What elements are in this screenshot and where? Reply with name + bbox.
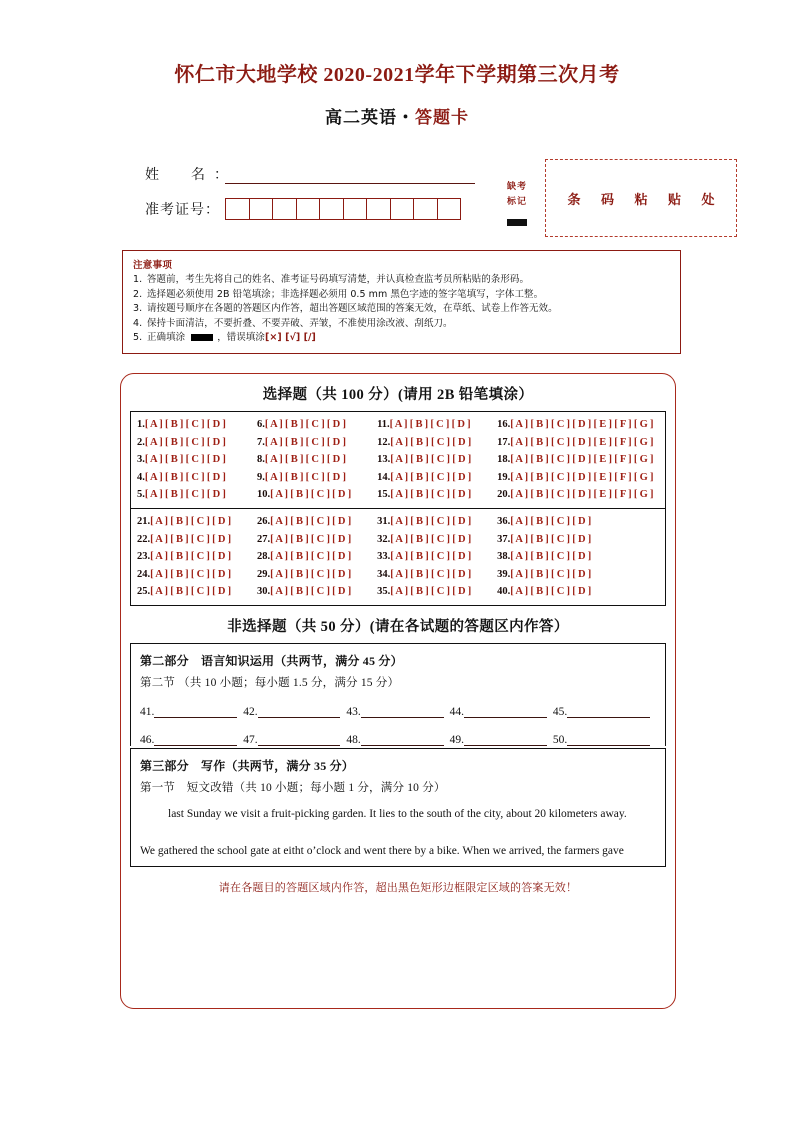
option-bubbles[interactable]: [ A ] [ B ] [ C ] [ D ] [510, 551, 592, 563]
option-bubbles[interactable]: [ A ] [ B ] [ C ] [ D ] [390, 515, 472, 527]
part3-answer-area [130, 748, 666, 867]
mc-row[interactable] [137, 566, 249, 584]
exam-id-digit-box[interactable] [226, 199, 250, 219]
option-bubbles[interactable]: [ A ] [ B ] [ C ] [ D ] [390, 471, 472, 483]
notice-title: 注意事项 [133, 260, 173, 271]
option-bubbles[interactable]: [ A ] [ B ] [ C ] [ D ] [390, 533, 472, 545]
question-number: 11. [377, 419, 390, 430]
mc-row[interactable] [257, 513, 369, 531]
blank-number: 42. [243, 705, 258, 718]
exam-id-digit-box[interactable] [273, 199, 297, 219]
question-number: 38. [497, 551, 511, 563]
option-bubbles[interactable]: [ A ] [ B ] [ C ] [ D ] [264, 419, 346, 430]
exam-id-boxes[interactable] [225, 198, 461, 220]
notice-item [133, 273, 672, 288]
option-bubbles[interactable]: [ A ] [ B ] [ C ] [ D ] [390, 436, 472, 448]
option-bubbles[interactable]: [ A ] [ B ] [ C ] [ D ] [ E ] [ F ] [ G ] [510, 436, 654, 448]
mc-row[interactable] [257, 583, 369, 601]
notice-item-fill-examples [133, 331, 672, 346]
absent-marker-label-line1: 缺考 [506, 182, 527, 192]
question-number: 23. [137, 551, 151, 563]
question-number: 33. [377, 551, 391, 563]
option-bubbles[interactable]: [ A ] [ B ] [ C ] [ D ] [144, 436, 226, 448]
mc-row[interactable] [257, 566, 369, 584]
option-bubbles[interactable]: [ A ] [ B ] [ C ] [ D ] [144, 471, 226, 483]
mc-row[interactable] [377, 434, 489, 452]
mc-row[interactable] [377, 451, 489, 469]
exam-id-digit-box[interactable] [297, 199, 321, 219]
option-bubbles[interactable]: [ A ] [ B ] [ C ] [ D ] [264, 454, 346, 466]
mc-row[interactable] [377, 531, 489, 549]
mc-row[interactable] [497, 486, 663, 504]
mc-row[interactable] [257, 531, 369, 549]
question-number: 4. [137, 471, 145, 483]
mc-row[interactable] [377, 548, 489, 566]
option-bubbles[interactable]: [ A ] [ B ] [ C ] [ D ] [264, 471, 346, 483]
option-bubbles[interactable]: [ A ] [ B ] [ C ] [ D ] [150, 551, 231, 563]
question-number: 3. [137, 454, 145, 466]
essay-line[interactable]: last Sunday we visit a fruit-picking garden. It lies to the south of the city, about 20 kilometers away. [168, 807, 627, 820]
mc-row[interactable] [137, 434, 249, 452]
notice-item-number: 4. [133, 317, 143, 329]
question-number: 14. [377, 471, 391, 483]
essay-line[interactable]: We gathered the school gate at eitht o’clock and went there by a bike. When we arrived, the farmers gave [140, 844, 624, 857]
mc-row[interactable] [257, 469, 369, 487]
question-number: 7. [257, 436, 265, 448]
option-bubbles[interactable]: [ A ] [ B ] [ C ] [ D ] [264, 436, 346, 448]
mc-row[interactable] [137, 486, 249, 504]
mc-row[interactable] [137, 513, 249, 531]
mc-row[interactable] [497, 531, 663, 549]
exam-id-digit-box[interactable] [438, 199, 462, 219]
mc-row[interactable] [497, 513, 663, 531]
option-bubbles[interactable]: [ A ] [ B ] [ C ] [ D ] [144, 419, 226, 430]
mc-row[interactable] [377, 469, 489, 487]
mc-row[interactable] [137, 469, 249, 487]
mc-column [251, 513, 371, 601]
mc-block-1-20 [131, 412, 665, 508]
option-bubbles[interactable]: [ A ] [ B ] [ C ] [ D ] [270, 586, 352, 598]
question-number: 29. [257, 568, 271, 580]
option-bubbles[interactable]: [ A ] [ B ] [ C ] [ D ] [270, 515, 352, 527]
question-number: 40. [497, 586, 511, 598]
question-number: 8. [257, 454, 265, 466]
exam-id-digit-box[interactable] [344, 199, 368, 219]
exam-id-digit-box[interactable] [391, 199, 415, 219]
blank-line[interactable] [154, 732, 237, 746]
mc-row[interactable] [137, 548, 249, 566]
blank-item[interactable] [140, 732, 243, 746]
question-number: 31. [377, 515, 391, 527]
mc-row[interactable] [137, 583, 249, 601]
question-number: 6. [257, 419, 265, 430]
question-number: 10. [257, 489, 271, 501]
name-label: 姓 名： [145, 167, 237, 183]
blank-number: 44. [449, 705, 464, 718]
blank-number: 50. [552, 733, 568, 746]
mc-row[interactable] [257, 416, 369, 434]
wrong-fill-label: ，错误填涂 [217, 332, 265, 344]
question-number: 27. [257, 533, 271, 545]
option-bubbles[interactable]: [ A ] [ B ] [ C ] [ D ] [510, 568, 592, 580]
absent-marker [497, 180, 537, 226]
blank-item[interactable] [243, 732, 346, 746]
barcode-paste-label: 条 码 粘 贴 处 [567, 192, 723, 208]
question-number: 22. [137, 533, 151, 545]
option-bubbles[interactable]: [ A ] [ B ] [ C ] [ D ] [150, 568, 231, 580]
question-number: 18. [497, 454, 511, 466]
wrong-fill-marks: [×] [√] [/] [264, 332, 316, 344]
absent-marker-label-line2: 标记 [506, 197, 527, 207]
absent-marker-bubble[interactable] [507, 219, 527, 226]
question-number: 36. [497, 515, 511, 527]
option-bubbles[interactable]: [ A ] [ B ] [ C ] [ D ] [389, 419, 471, 430]
option-bubbles[interactable]: [ A ] [ B ] [ C ] [ D ] [144, 489, 226, 501]
blank-line[interactable] [258, 704, 341, 718]
question-number: 19. [497, 471, 511, 483]
question-number: 20. [497, 489, 511, 501]
blanks-row-41-45 [140, 704, 656, 718]
exam-id-row [145, 198, 475, 220]
multiple-choice-grid [130, 411, 666, 606]
mc-column [131, 513, 251, 601]
blank-number: 45. [552, 705, 568, 718]
blanks-row-46-50 [140, 732, 656, 746]
part3-title: 第三部分 写作（共两节，满分 35 分） [140, 758, 355, 773]
option-bubbles[interactable]: [ A ] [ B ] [ C ] [ D ] [270, 533, 352, 545]
answer-card [120, 373, 676, 1009]
subtitle-subject: 高二英语・ [325, 108, 415, 127]
blank-item[interactable] [140, 704, 243, 718]
mc-row[interactable] [257, 434, 369, 452]
correct-fill-swatch-icon [191, 334, 213, 341]
question-number: 35. [377, 586, 391, 598]
blank-number: 48. [346, 733, 361, 746]
notice-box [122, 250, 681, 354]
option-bubbles[interactable]: [ A ] [ B ] [ C ] [ D ] [150, 533, 231, 545]
question-number: 2. [137, 436, 145, 448]
notice-item-text: 保持卡面清洁，不要折叠、不要弄破、弄皱，不准使用涂改液、刮纸刀。 [147, 317, 453, 329]
notice-item [133, 317, 672, 332]
blank-item[interactable] [346, 732, 449, 746]
option-bubbles[interactable]: [ A ] [ B ] [ C ] [ D ] [390, 454, 472, 466]
option-bubbles[interactable]: [ A ] [ B ] [ C ] [ D ] [390, 551, 472, 563]
question-number: 37. [497, 533, 511, 545]
question-number: 30. [257, 586, 271, 598]
part2-title: 第二部分 语言知识运用（共两节，满分 45 分） [140, 653, 403, 668]
name-row [145, 156, 475, 184]
blank-line[interactable] [567, 732, 650, 746]
identity-fields [145, 156, 475, 220]
mc-row[interactable] [377, 416, 489, 434]
mc-row[interactable] [497, 548, 663, 566]
mc-row[interactable] [497, 583, 663, 601]
question-number: 24. [137, 568, 151, 580]
question-number: 25. [137, 586, 151, 598]
blank-item[interactable] [243, 704, 346, 718]
mc-row[interactable] [377, 566, 489, 584]
correct-fill-label: 正确填涂 [147, 332, 186, 344]
part2-answer-area [130, 643, 666, 746]
mc-column [491, 416, 665, 504]
mc-row[interactable] [497, 566, 663, 584]
question-number: 26. [257, 515, 271, 527]
question-number: 32. [377, 533, 391, 545]
name-input[interactable] [225, 165, 475, 184]
blank-line[interactable] [361, 732, 444, 746]
option-bubbles[interactable]: [ A ] [ B ] [ C ] [ D ] [510, 515, 592, 527]
blank-number: 47. [243, 733, 258, 746]
option-bubbles[interactable]: [ A ] [ B ] [ C ] [ D ] [144, 454, 226, 466]
option-bubbles[interactable]: [ A ] [ B ] [ C ] [ D ] [ E ] [ F ] [ G ] [510, 419, 654, 430]
question-number: 12. [377, 436, 391, 448]
mc-row[interactable] [137, 451, 249, 469]
part2-subtitle: 第二节 （共 10 小题；每小题 1.5 分，满分 15 分） [140, 676, 400, 689]
mc-row[interactable] [497, 451, 663, 469]
blank-line[interactable] [464, 704, 547, 718]
blank-item[interactable] [553, 732, 656, 746]
mc-row[interactable] [137, 531, 249, 549]
mc-row[interactable] [377, 583, 489, 601]
option-bubbles[interactable]: [ A ] [ B ] [ C ] [ D ] [270, 551, 352, 563]
exam-id-digit-box[interactable] [250, 199, 274, 219]
mc-column [491, 513, 665, 601]
blank-number: 43. [346, 705, 361, 718]
option-bubbles[interactable]: [ A ] [ B ] [ C ] [ D ] [ E ] [ F ] [ G ] [510, 489, 654, 501]
option-bubbles[interactable]: [ A ] [ B ] [ C ] [ D ] [390, 586, 472, 598]
option-bubbles[interactable]: [ A ] [ B ] [ C ] [ D ] [150, 515, 231, 527]
exam-id-digit-box[interactable] [414, 199, 438, 219]
mc-row[interactable] [257, 486, 369, 504]
notice-item-number: 3. [133, 303, 143, 315]
blank-line[interactable] [464, 732, 547, 746]
mc-column [131, 416, 251, 504]
notice-item-number: 1. [133, 274, 143, 285]
mc-row[interactable] [257, 451, 369, 469]
option-bubbles[interactable]: [ A ] [ B ] [ C ] [ D ] [510, 586, 592, 598]
blank-line[interactable] [154, 704, 237, 718]
option-bubbles[interactable]: [ A ] [ B ] [ C ] [ D ] [150, 586, 231, 598]
question-number: 39. [497, 568, 511, 580]
blank-number: 49. [449, 733, 464, 746]
blank-number: 46. [140, 733, 155, 746]
blank-item[interactable] [553, 704, 656, 718]
fr-section-heading: 非选择题（共 50 分）(请在各试题的答题区内作答） [227, 618, 569, 635]
blank-item[interactable] [450, 704, 553, 718]
notice-item-text: 选择题必须使用 2B 铅笔填涂；非选择题必须用 0.5 mm 黑色字迹的签字笔填写，字体工整。 [147, 288, 544, 300]
blank-line[interactable] [361, 704, 444, 718]
question-number: 13. [377, 454, 391, 466]
question-number: 28. [257, 551, 271, 563]
identity-section [145, 156, 734, 242]
notice-item-number: 2. [133, 288, 143, 300]
exam-id-digit-box[interactable] [320, 199, 344, 219]
mc-column [371, 513, 491, 601]
option-bubbles[interactable]: [ A ] [ B ] [ C ] [ D ] [510, 533, 592, 545]
question-number: 1. [137, 419, 145, 430]
mc-block-21-40 [131, 508, 665, 605]
notice-item-number: 5. [133, 332, 143, 344]
blank-item[interactable] [346, 704, 449, 718]
question-number: 5. [137, 489, 145, 501]
blank-item[interactable] [450, 732, 553, 746]
blank-line[interactable] [258, 732, 341, 746]
question-number: 21. [137, 515, 151, 527]
exam-id-label: 准考证号： [145, 202, 220, 218]
page-title: 怀仁市大地学校 2020-2021学年下学期第三次月考 [174, 64, 620, 86]
option-bubbles[interactable]: [ A ] [ B ] [ C ] [ D ] [270, 568, 352, 580]
notice-item [133, 302, 672, 317]
option-bubbles[interactable]: [ A ] [ B ] [ C ] [ D ] [390, 489, 472, 501]
part3-subtitle: 第一节 短文改错（共 10 小题；每小题 1 分，满分 10 分） [140, 781, 446, 794]
exam-id-digit-box[interactable] [367, 199, 391, 219]
question-number: 16. [497, 419, 511, 430]
mc-section-heading: 选择题（共 100 分）(请用 2B 铅笔填涂） [262, 387, 534, 403]
mc-row[interactable] [137, 416, 249, 434]
barcode-paste-area[interactable] [545, 159, 737, 237]
notice-item-text: 答题前，考生先将自己的姓名、准考证号码填写清楚，并认真检查监考员所粘贴的条形码。 [147, 274, 530, 285]
mc-column [371, 416, 491, 504]
option-bubbles[interactable]: [ A ] [ B ] [ C ] [ D ] [270, 489, 352, 501]
question-number: 15. [377, 489, 391, 501]
notice-item-text: 请按题号顺序在各题的答题区内作答，超出答题区域范围的答案无效，在草纸、试卷上作答无效。 [147, 303, 558, 315]
blank-number: 41. [140, 705, 155, 718]
question-number: 17. [497, 436, 511, 448]
option-bubbles[interactable]: [ A ] [ B ] [ C ] [ D ] [390, 568, 472, 580]
mc-row[interactable] [257, 548, 369, 566]
mc-row[interactable] [377, 486, 489, 504]
option-bubbles[interactable]: [ A ] [ B ] [ C ] [ D ] [ E ] [ F ] [ G ] [510, 471, 654, 483]
mc-row[interactable] [497, 416, 663, 434]
footer-note: 请在各题目的答题区域内作答，超出黑色矩形边框限定区域的答案无效！ [218, 881, 578, 894]
mc-column [251, 416, 371, 504]
mc-row[interactable] [497, 469, 663, 487]
option-bubbles[interactable]: [ A ] [ B ] [ C ] [ D ] [ E ] [ F ] [ G ] [510, 454, 654, 466]
mc-row[interactable] [497, 434, 663, 452]
mc-row[interactable] [377, 513, 489, 531]
notice-item [133, 288, 672, 303]
question-number: 9. [257, 471, 265, 483]
blank-line[interactable] [567, 704, 650, 718]
subtitle-sheet-type: 答题卡 [415, 108, 469, 127]
question-number: 34. [377, 568, 391, 580]
page-subtitle [0, 87, 794, 128]
